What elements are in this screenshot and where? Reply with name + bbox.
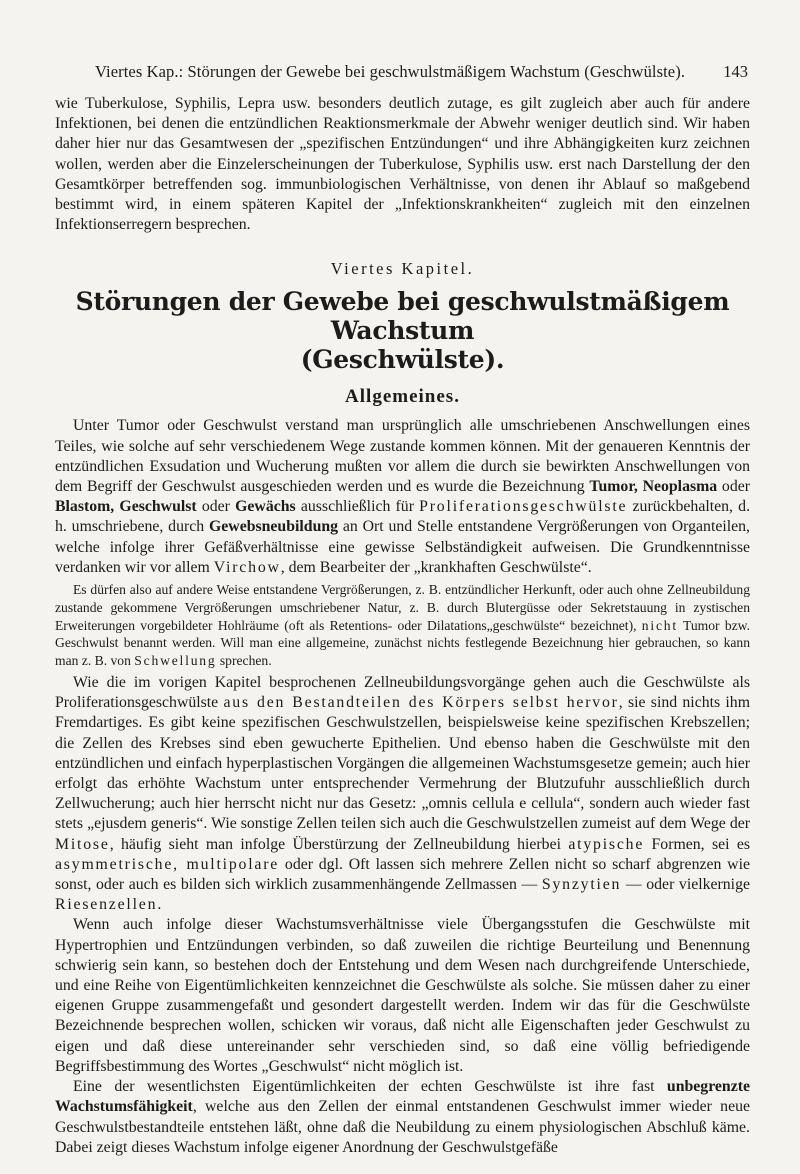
section-title: Allgemeines. [345, 386, 460, 408]
small-print-note: Es dürfen also auf andere Weise entstandene Vergrößerungen, z. B. entzündlicher Herkunft, oder auch ohne Zellneubildung zustande gekommene Vergrößerungen umschriebener Natur, z. B. durch Blutergüsse oder Sekretstauung in zystischen Erweiterungen vorgebildeter Hohlräume (oft als Retentions- oder Dilatations„geschwülste“ bezeichnet), nicht Tumor bzw. Geschwulst benannt werden. Will man eine allgemeine, zunächst nichts festlegende Bezeichnung hier gebrauchen, so kann man z. B. von Schwellung sprechen. [55, 582, 751, 669]
running-head: Viertes Kap.: Störungen der Gewebe bei geschwulstmäßigem Wachstum (Geschwülste). [95, 62, 686, 81]
chapter-title-line1: Störungen der Gewebe bei geschwulstmäßigem Wachstum [75, 287, 730, 346]
page-number: 143 [723, 62, 748, 81]
paragraph-transitions: Wenn auch infolge dieser Wachstumsverhältnisse viele Übergangsstufen die Geschwülste mit Hypertrophien und Entzündungen verbinden, so daß zuweilen die richtige Beurteilung und Benennung schwierig sein kann, so bestehen doch der Entstehung und dem Wesen nach durchgreifende Unterschiede, und eine Reihe von Eigentümlichkeiten kennzeichnet die Geschwülste als solche. Sie müssen daher zu einer eigenen Gruppe zusammengefaßt und gesondert dargestellt werden. Indem wir das für die Geschwülste Bezeichnende besprechen wollen, schicken wir voraus, daß nicht alle Eigenschaften jeder Geschwulst zu eigen und daß diese untereinander sehr verschieden sind, so daß eine völlig befriedigende Begriffsbestimmung des Wortes „Geschwulst“ nicht möglich ist. [55, 916, 750, 1075]
chapter-title [55, 287, 750, 374]
paragraph-proliferation: Wie die im vorigen Kapitel besprochenen Zellneubildungsvorgänge gehen auch die Geschwülste als Proliferationsgeschwülste aus den Bestandteilen des Körpers selbst hervor, sie sind nichts ihm Fremdartiges. Es gibt keine spezifischen Geschwulstzellen, beispielsweise keine spezifischen Krebszellen; die Zellen des Krebses sind eben gewucherte Epithelien. Und ebenso haben die Geschwülste mit den entzündlichen und einfach hyperplastischen Vorgängen die allgemeinen Wachstumsgesetze gemein; auch hier erfolgt das erhöhte Wachstum unter entsprechender Vermehrung der Blutzufuhr ausschließlich durch Zellwucherung; auch hier herrscht nicht nur das Gesetz: „omnis cellula e cellula“, sondern auch wieder fast stets „ejusdem generis“. Wie sonstige Zellen teilen sich auch die Geschwulstzellen zumeist auf dem Wege der Mitose, häufig sieht man infolge Überstürzung der Zellneubildung hierbei atypische Formen, sei es asymmetrische, multipolare oder dgl. Oft lassen sich mehrere Zellen nicht so scharf abgrenzen wie sonst, oder auch es bilden sich wirklich zusammenhängende Zellmassen — Synzytien — oder vielkernige Riesenzellen. [55, 674, 750, 914]
chapter-label: Viertes Kapitel. [330, 259, 475, 279]
intro-paragraph: wie Tuberkulose, Syphilis, Lepra usw. besonders deutlich zutage, es gilt zugleich aber auch für andere Infektionen, bei denen die entzündlichen Reaktionsmerkmale der Abwehr weniger deutlich sind. Wir haben daher hier nur das Gesamtwesen der „spezifischen Entzündungen“ und ihre Abhängigkeiten kurz zeichnen wollen, werden aber die Einzelerscheinungen der Tuberkulose, Syphilis usw. erst nach Darstellung der den Gesamtkörper betreffenden sog. immunbiologischen Verhältnisse, von denen ihr Ablauf so maßgebend bestimmt wird, in einem späteren Kapitel der „Infektionskrankheiten“ zugleich mit den einzelnen Infektionserregern besprechen. [55, 95, 750, 234]
chapter-title-line2: (Geschwülste). [300, 345, 505, 375]
paragraph-tumor-definition: Unter Tumor oder Geschwulst verstand man ursprünglich alle umschriebenen Anschwellungen eines Teiles, wie solche auf sehr verschiedenem Wege zustande kommen können. Mit der genaueren Kenntnis der entzündlichen Exsudation und Wucherung mußten vor allem die durch sie bewirkten Anschwellungen von dem Begriff der Geschwulst ausgeschieden werden und es wurde die Bezeichnung Tumor, Neoplasma oder Blastom, Geschwulst oder Gewächs ausschließlich für Proliferationsgeschwülste zurückbehalten, d. h. umschriebene, durch Gewebsneubildung an Ort und Stelle entstandene Vergrößerungen von Organteilen, welche infolge ihrer Gefäßverhältnisse eine gewisse Selbständigkeit aufweisen. Die Grundkenntnisse verdanken wir vor allem Virchow, dem Bearbeiter der „krankhaften Geschwülste“. [55, 417, 751, 576]
paragraph-growth: Eine der wesentlichsten Eigentümlichkeiten der echten Geschwülste ist ihre fast unbegrenzte Wachstumsfähigkeit, welche aus den Zellen der einmal entstandenen Geschwulst immer wieder neue Geschwulstbestandteile entstehen läßt, ohne daß die Neubildung zu einem physiologischen Abschluß käme. Dabei zeigt dieses Wachstum infolge eigener Anordnung der Geschwulstgefäße [55, 1078, 750, 1156]
